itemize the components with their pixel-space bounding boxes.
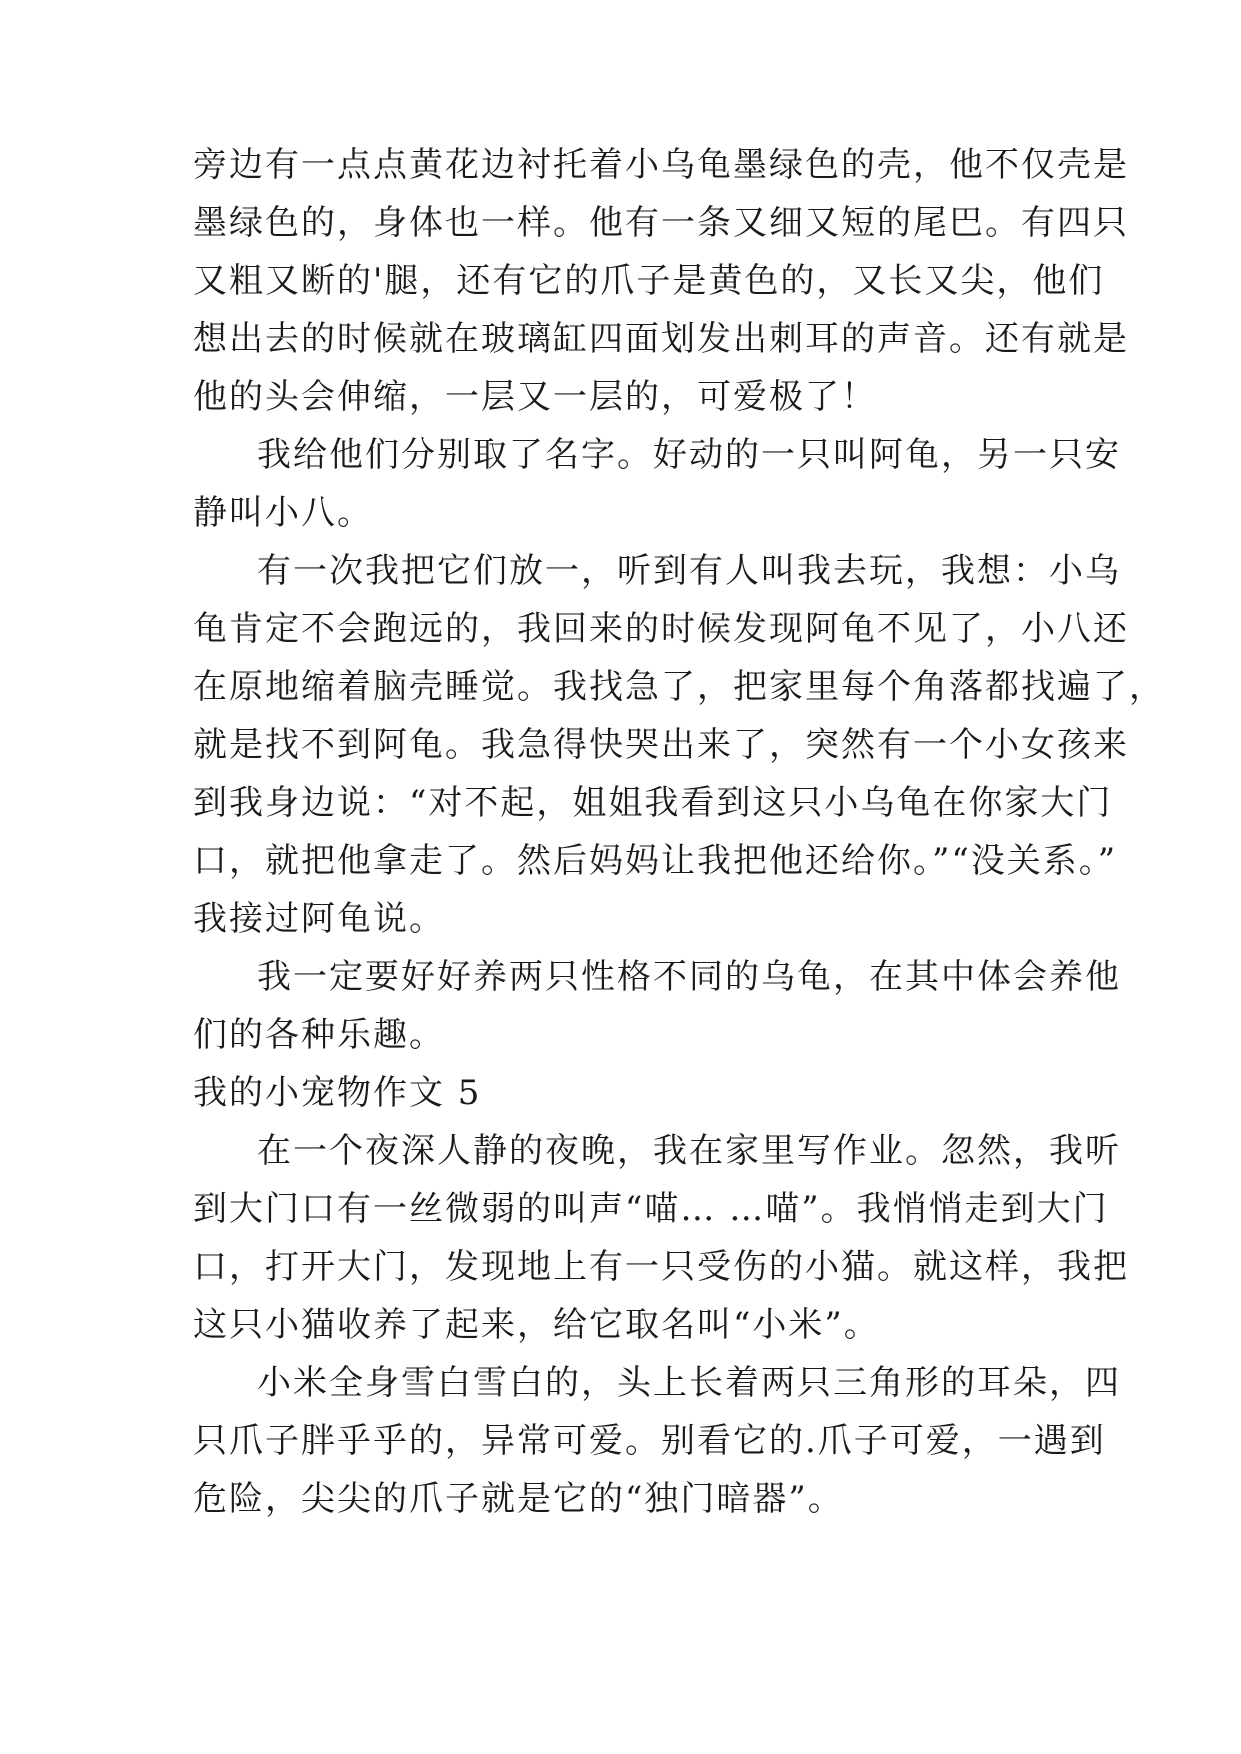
paragraph-line: 在原地缩着脑壳睡觉。我找急了，把家里每个角落都找遍了，	[193, 667, 1165, 707]
paragraph-line: 墨绿色的，身体也一样。他有一条又细又短的尾巴。有四只	[193, 203, 1129, 243]
paragraph-line: 这只小猫收养了起来，给它取名叫“小米”。	[193, 1305, 880, 1345]
paragraph-line: 到大门口有一丝微弱的叫声“喵… …喵”。我悄悄走到大门	[193, 1189, 1109, 1229]
paragraph-line: 想出去的时候就在玻璃缸四面划发出刺耳的声音。还有就是	[193, 319, 1129, 359]
section-heading: 我的小宠物作文 5	[193, 1073, 482, 1113]
paragraph-line: 有一次我把它们放一，听到有人叫我去玩，我想：小乌	[257, 551, 1121, 591]
paragraph-line: 危险，尖尖的爪子就是它的“独门暗器”。	[193, 1479, 844, 1519]
paragraph-line: 就是找不到阿龟。我急得快哭出来了，突然有一个小女孩来	[193, 725, 1129, 765]
paragraph-line: 小米全身雪白雪白的，头上长着两只三角形的耳朵，四	[257, 1363, 1121, 1403]
paragraph-line: 们的各种乐趣。	[193, 1015, 445, 1055]
paragraph-line: 我接过阿龟说。	[193, 899, 445, 939]
paragraph-line: 口，就把他拿走了。然后妈妈让我把他还给你。”“没关系。”	[193, 841, 1118, 881]
paragraph-line: 我一定要好好养两只性格不同的乌龟，在其中体会养他	[257, 957, 1121, 997]
paragraph-line: 口，打开大门，发现地上有一只受伤的小猫。就这样，我把	[193, 1247, 1129, 1287]
paragraph-line: 又粗又断的'腿，还有它的爪子是黄色的，又长又尖，他们	[193, 261, 1105, 301]
paragraph-line: 旁边有一点点黄花边衬托着小乌龟墨绿色的壳，他不仅壳是	[193, 145, 1129, 185]
paragraph-line: 他的头会伸缩，一层又一层的，可爱极了！	[193, 377, 877, 417]
paragraph-line: 只爪子胖乎乎的，异常可爱。别看它的.爪子可爱，一遇到	[193, 1421, 1106, 1461]
paragraph-line: 龟肯定不会跑远的，我回来的时候发现阿龟不见了，小八还	[193, 609, 1129, 649]
paragraph-line: 到我身边说：“对不起，姐姐我看到这只小乌龟在你家大门	[193, 783, 1113, 823]
paragraph-line: 在一个夜深人静的夜晚，我在家里写作业。忽然，我听	[257, 1131, 1121, 1171]
paragraph-line: 我给他们分别取了名字。好动的一只叫阿龟，另一只安	[257, 435, 1121, 475]
paragraph-line: 静叫小八。	[193, 493, 373, 533]
